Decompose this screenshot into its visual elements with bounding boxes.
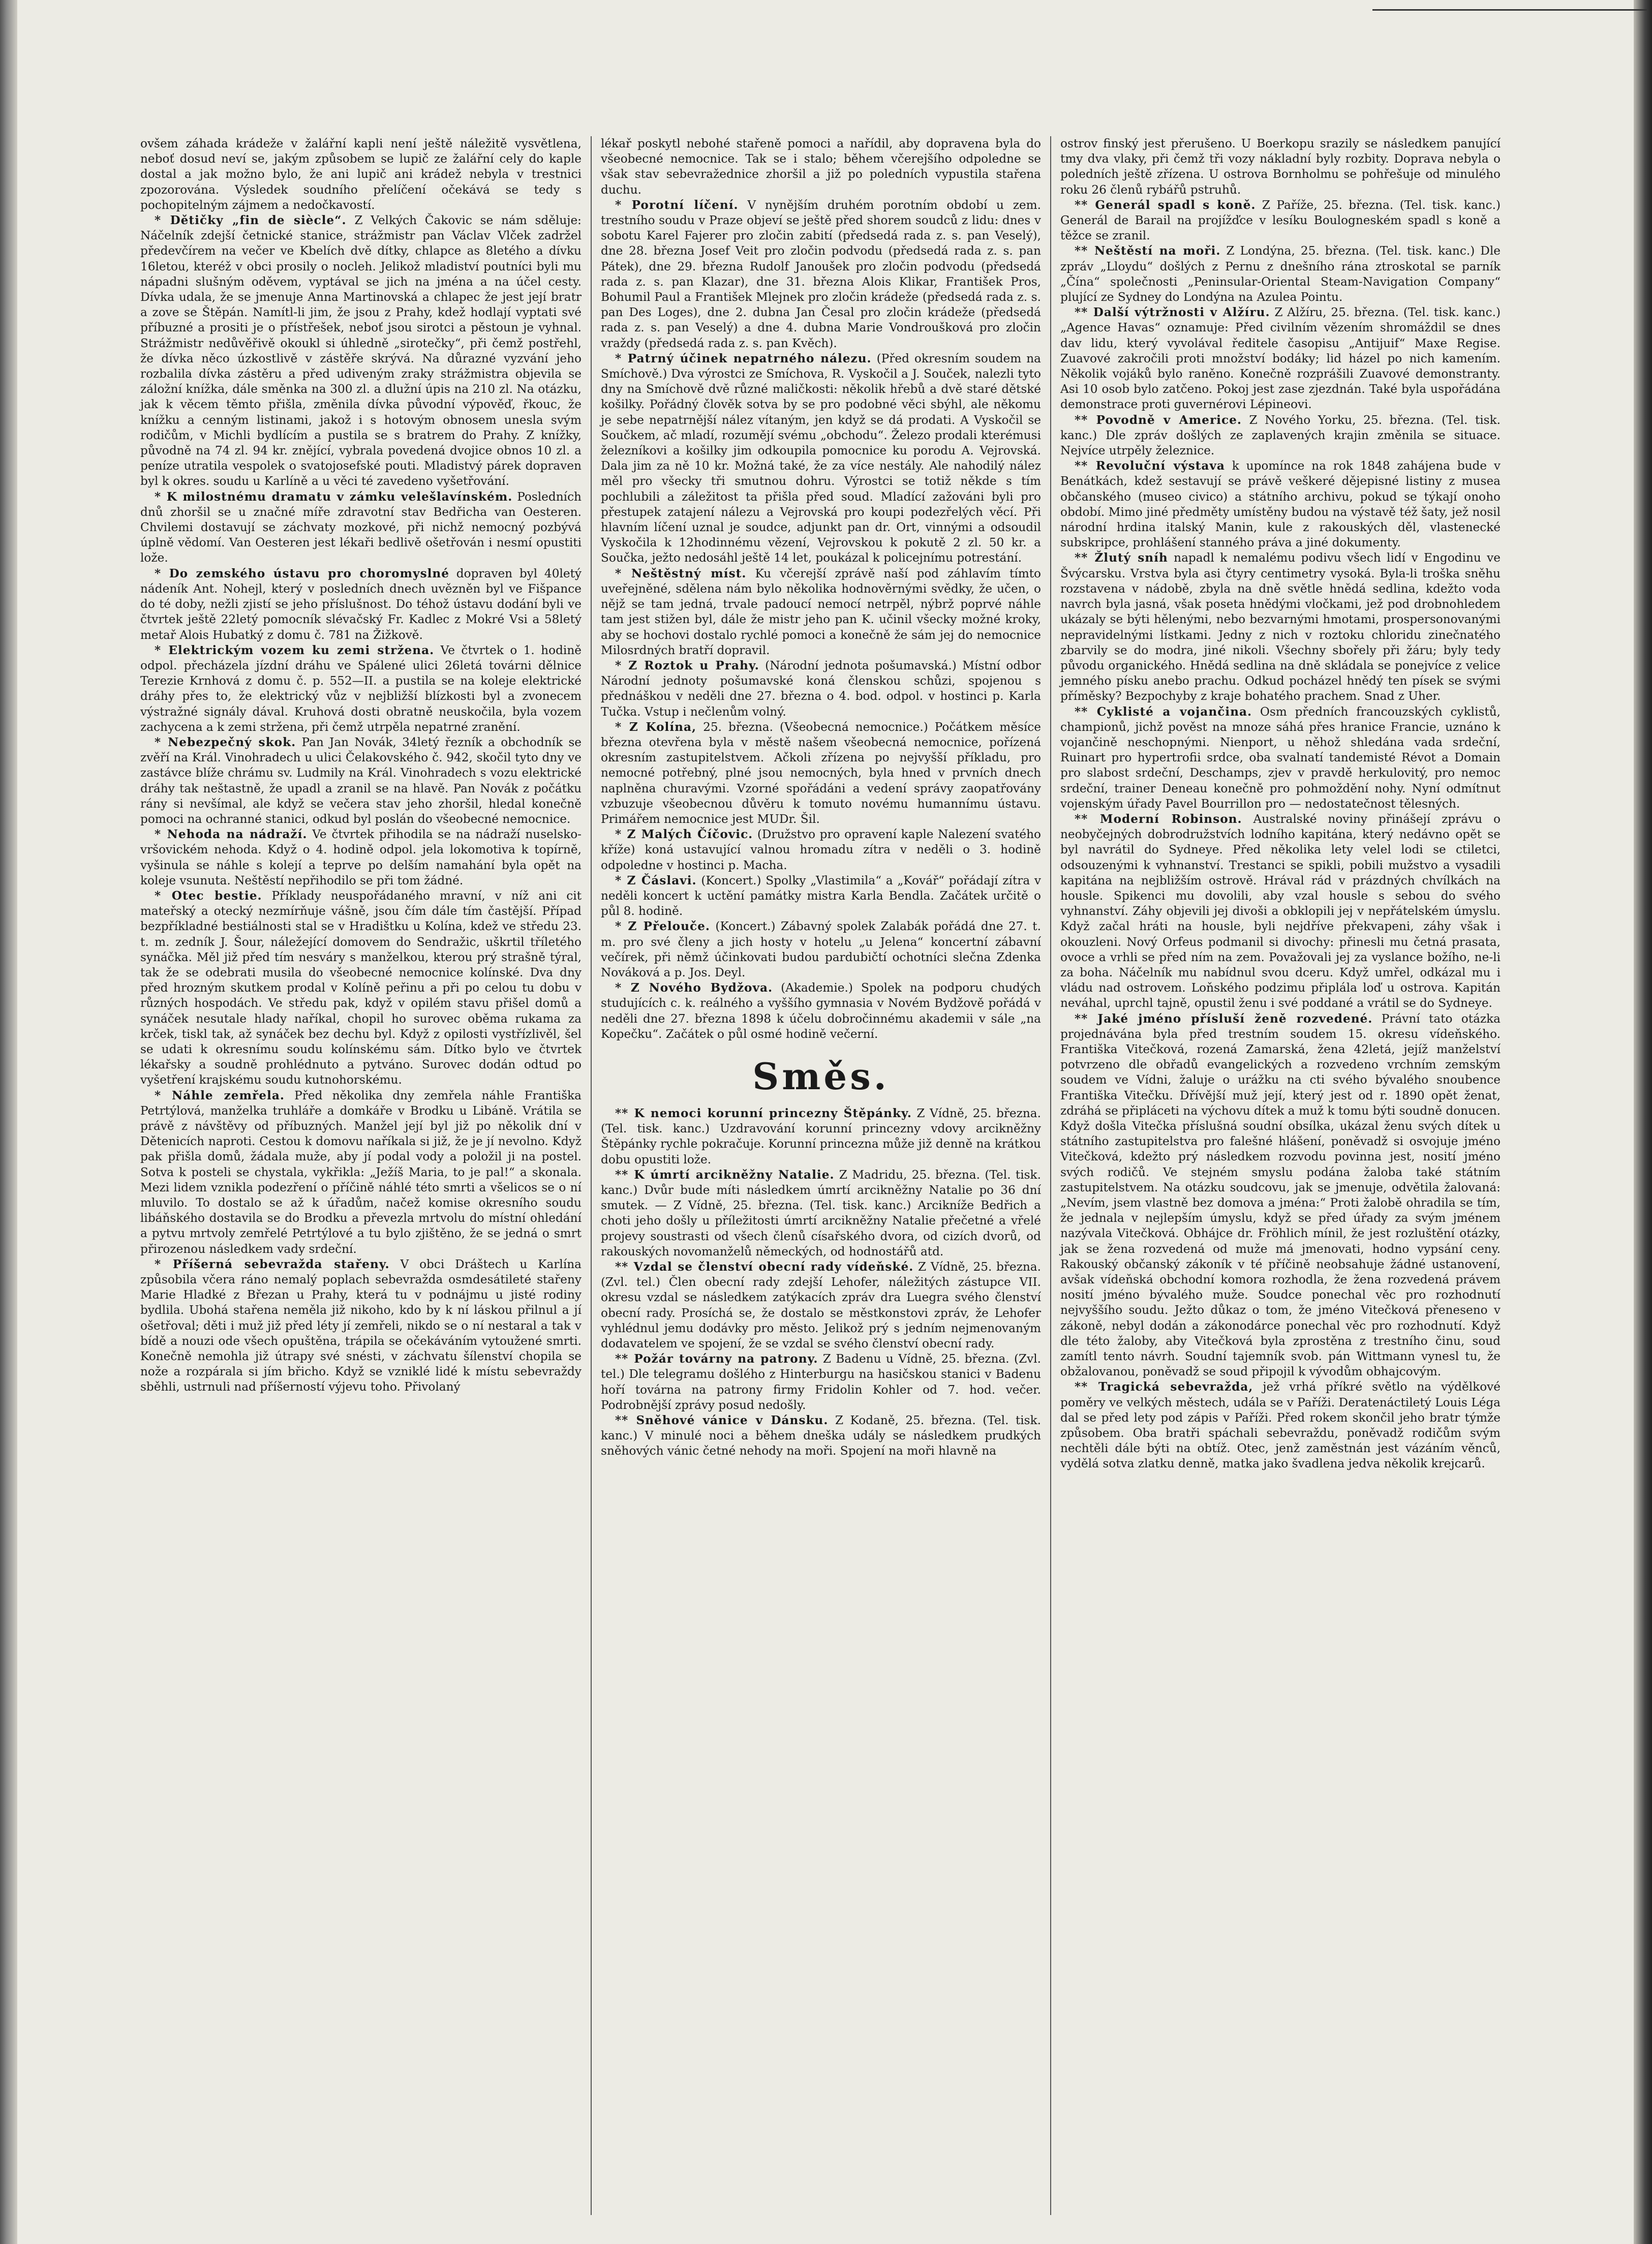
article-paragraph xyxy=(140,213,582,489)
article-paragraph xyxy=(140,1257,582,1395)
article-body: Z Kodaně, 25. března. (Tel. tisk. kanc.) V minulé noci a během dneška udály se následkem prudkých sněhových vánic četné nehody na moři. Spojení na moři hlavně na xyxy=(601,1413,1041,1458)
article-headline: ** Jaké jméno přísluší ženě rozvedené. xyxy=(1075,1011,1373,1026)
text-columns xyxy=(131,136,1510,2215)
article-paragraph xyxy=(1060,198,1501,244)
article-body: V nynějším druhém porotním období u zem. trestního soudu v Praze objeví se ještě před shorem soudců z lidu: dnes v sobotu Karel Fajerer pro zločin zabití (předsedá rada z. s. pan Veselý), dne 28. března Josef Veit pro zločin podvodu (předsedá rada z. s. pan Pátek), dne 29. března Rudolf Janoušek pro zločin podvodu (předsedá rada z. s. pan Klazar), dne 31. března Alois Klikar, František Pros, Bohumil Paul a František Mlejnek pro zločin krádeže (předsedá rada z. s. pan Des Loges), dne 2. dubna Jan Česal pro zločin krádeže (předsedá rada z. s. pan Veselý) a dne 4. dubna Marie Vondroušková pro zločin vraždy (předsedá rada z. s. pan Kvěch). xyxy=(601,198,1041,350)
article-body: Příklady neuspořádaného mravní, v níž ani cit mateřský a otecký nezmírňuje vášně, jsou čím dále tím častější. Případ bezpříkladné bestiálnosti stal se v Hradištku u Kolína, kdež ve středu 23. t. m. zedník J. Šour, náležející domovem do Sendražic, uškrtil tříletého synáčka. Měl již před tím nesváry s manželkou, kterou prý strašně týral, tak že se odebrati musila do všeobecné nemocnice kolínské. Dva dny před hrozným skutkem prodal v Kolíně peřinu a při po celou tu dobu v různých hospodách. Ve středu pak, když v opilém stavu přišel domů a synáček nesutale hlady naříkal, chopil ho surovec oběma rukama za krček, tiskl tak, až synáček bez dechu byl. Když z opilosti vystřízlivěl, šel se udati k okresnímu soudu kolínskému sám. Dítko bylo ve čtvrtek lékařsky a soudně prohlédnuto a pytváno. Surovec dodán odtud po vyšetření krajskému soudu kutnohorskému. xyxy=(140,888,582,1087)
article-body: ovšem záhada krádeže v žalářní kapli není ještě náležitě vysvětlena, neboť dosud neví se, jakým způsobem se lupič ze žalářní cely do kaple dostal a jak možno bylo, že ani lupič ani krádež nebyla v trestnici zpozorována. Výsledek soudního přelíčení očekává se tedy s pochopitelným zájmem a nedočkavostí. xyxy=(140,137,582,212)
article-body: Z Velkých Čakovic se nám sděluje: Náčelník zdejší četnické stanice, strážmistr pan Václav Vlček zadržel předevčírem na večer ve Kbelích dvě dítky, chlapce as 8letého a dívku 16letou, kteréž v obci prosily o nocleh. Jelikož mladiství poutníci byli mu nápadni slušným oděvem, vyptával se jich na jména a na účel cesty. Dívka udala, že se jmenuje Anna Martinovská a chlapec že jest její bratr a zove se Štěpán. Namítl-li jim, že jsou z Prahy, kdež hodlají vyptati své příbuzné a prositi je o přístřešek, neboť jsou sirotci a pěstoun je vyhnal. Strážmistr nedůvěřivě okoukl si úhledně „sirotečky“, při čemž postřehl, že dívka něco úzkostlivě v zástěře skrývá. Na důrazné vyzvání jeho rozbalila dívka zástěru a před udiveným zraky strážmistra objevila se záložní knížka, dále směnka na 300 zl. a dlužní úpis na 210 zl. Na otázku, jak k věcem těmto přišla, změnila dívka původní výpověď, řkouc, že knížku a cenným listinami, jakož i s hotovým obnosem unesla svým rodičům, v Michli bydlícím a pustila se s bratrem do Prahy. Z knížky, původně na 74 zl. 94 kr. znějící, vybrala povedená dvojice obnos 10 zl. a peníze utratila vespolek o svatojosefské pouti. Mladistvý párek dopraven byl k okres. soudu u Karlíně a u věci té zavedeno vyšetřování. xyxy=(140,213,582,488)
article-body: Ve čtvrtek přihodila se na nádraží nuselsko-vršovickém nehoda. Když o 4. hodině odpol. jela lokomotiva k topírně, vyšinula se náhle s kolejí a teprve po delším namahání byla opět na koleje vsunuta. Neštěstí nepřihodilo se při tom žádné. xyxy=(140,827,582,887)
column-1 xyxy=(131,136,591,2215)
article-headline: ** Sněhové vánice v Dánsku. xyxy=(615,1413,829,1428)
article-paragraph xyxy=(601,1351,1041,1413)
article-headline: ** Neštěstí na moři. xyxy=(1075,244,1221,258)
article-body: jež vrhá příkré světlo na výdělkové poměry ve velkých městech, udála se v Paříži. Deratenáctiletý Louis Léga dal se před lety pod zápis v Paříži. Před rokem skončil jeho bratr týmže způsobem. Oba bratři spáchali sebevraždu, poněvadž rodičům svým nechtěli dále býti na obtíž. Otec, jenž zaměstnán jest vázáním věnců, vydělá sotva zlatku denně, matka jako švadlena jedva několik krejcarů. xyxy=(1060,1380,1501,1471)
article-body: (Před okresním soudem na Smíchově.) Dva výrostci ze Smíchova, R. Vyskočil a J. Souček, nalezli tyto dny na Smíchově dvě různé maličkosti: několik hřebů a dvě staré dětské košilky. Pořádný člověk sotva by se pro podobné věci sbýhl, ale někomu je sebe nepatrnější nález vítaným, jen když se dá prodati. A Vyskočil se Součkem, ač mladí, rozumějí svému „obchodu“. Železo prodali kterémusi železníkovi a košilky jim odkoupila pomocnice ku porodu A. Vejrovská. Dala jim za ně 10 kr. Možná také, že za více nestály. Ale nahodilý nález měl pro všecky tři smutnou dohru. Výrostci se totiž někde s tím pochlubili a záležitost ta přišla před soud. Mladící zažováni byli pro přestupek zatajení nálezu a Vejrovská pro koupi podezřelých věcí. Při hlavním líčení uznal je soudce, adjunkt pan dr. Ort, vinnými a odsoudil Vyskočila k 12hodinnému vězení, Vejrovskou k pokutě 2 zl. 50 kr. a Součka, ježto nedosáhl ještě 14 let, poukázal k policejnímu potrestání. xyxy=(601,351,1041,565)
article-headline: * Z Čáslavi. xyxy=(615,873,697,887)
article-paragraph xyxy=(1060,136,1501,198)
article-body: Z Londýna, 25. března. (Tel. tisk. kanc.) Dle zpráv „Lloydu“ došlých z Pernu z dnešního rána ztroskotal se parník „Čína“ společnosti „Peninsular-Oriental Steam-Navigation Company“ plující ze Sydney do Londýna na Azulea Pointu. xyxy=(1060,244,1501,304)
article-headline: * Otec bestie. xyxy=(155,888,262,903)
article-body: Z Vídně, 25. března. (Tel. tisk. kanc.) Uzdravování korunní princezny vdovy arcikněžny Štěpánky rychle pokračuje. Korunní princezna může již denně na krátkou dobu opustiti lože. xyxy=(601,1106,1041,1166)
article-body: (Družstvo pro opravení kaple Nalezení svatého kříže) koná ustavující valnou hromadu zítra v neděli o 3. hodině odpoledne v hostinci p. Macha. xyxy=(601,827,1041,872)
article-body: (Koncert.) Spolky „Vlastimila“ a „Kovář“ pořádají zítra v neděli koncert k uctění památky mistra Karla Bendla. Začátek určitě o půl 8. hodině. xyxy=(601,873,1041,918)
article-body: (Národní jednota pošumavská.) Místní odbor Národní jednoty pošumavské koná členskou schůzi, spojenou s přednáškou v neděli dne 27. března o 4. bod. odpol. v hostinci p. Karla Tučka. Vstup i nečlenům volný. xyxy=(601,658,1041,719)
article-paragraph xyxy=(1060,413,1501,459)
article-body: Pan Jan Novák, 34letý řezník a obchodník se zvěří na Král. Vinohradech u ulici Čelakovského č. 942, skočil tyto dny ve zastávce blíže chrámu sv. Ludmily na Král. Vinohradech s vozu elektrické dráhy tak neštastně, že upadl a zranil se na hlavě. Pan Novák z počátku rány si nevšímal, ale když se večera stav jeho zhoršil, hledal konečně pomoci na ochranné stanici, odkud byl poslán do všeobecné nemocnice. xyxy=(140,735,582,826)
article-paragraph xyxy=(140,566,582,643)
scan-edge-left xyxy=(0,0,17,2244)
article-paragraph xyxy=(601,720,1041,827)
article-body: Ku včerejší zprávě naší pod záhlavím tímto uveřejněné, sdělena nám bylo několika hodnověrnými svědky, že učen, o nějž se tam jedná, trvale padoucí nemocí netrpěl, nýbrž poprvé náhle tam jest stižen byl, dále že mistr jeho pan K. učinil všecky možné kroky, aby se hochovi dostalo rychlé pomoci a konečně že sám jej do nemocnice Milosrdných bratří dopravil. xyxy=(601,566,1042,657)
article-body: (Akademie.) Spolek na podporu chudých studujících c. k. reálného a vyššího gymnasia v Novém Bydžově pořádá v neděli dne 27. března 1898 k účelu dobročinnému akademii v sále „na Kopečku“. Začátek o půl osmé hodině večerní. xyxy=(601,981,1041,1041)
article-headline: * Do zemského ústavu pro choromyslné xyxy=(155,566,450,580)
article-paragraph xyxy=(1060,1379,1501,1471)
article-paragraph xyxy=(140,827,582,888)
article-headline: ** Požár továrny na patrony. xyxy=(615,1352,818,1366)
article-headline: ** Další výtržnosti v Alžíru. xyxy=(1075,305,1270,320)
article-paragraph xyxy=(140,136,582,213)
article-headline: ** Povodně v Americe. xyxy=(1075,413,1242,427)
article-headline: * Z Kolína, xyxy=(615,720,697,734)
article-headline: * Neštěstný míst. xyxy=(615,566,747,580)
article-body: dopraven byl 40letý nádeník Ant. Nohejl, který v posledních dnech uvězněn byl ve Fišpance do té doby, nežli zjistí se jeho příslušnost. Do téhož ústavu dodání byli ve čtvrtek ještě 22letý pomocník slévačský Fr. Kadlec z Mokré Vsi a 58letý metař Alois Hubatký z domu č. 781 na Žižkově. xyxy=(140,566,582,642)
article-headline: ** Cyklisté a vojančina. xyxy=(1075,704,1252,719)
article-paragraph xyxy=(601,136,1041,198)
article-headline: * Příšerná sebevražda stařeny. xyxy=(155,1257,390,1271)
article-paragraph xyxy=(601,1413,1041,1459)
article-headline: * Elektrickým vozem ku zemi stržena. xyxy=(155,643,435,657)
article-headline: ** Vzdal se členství obecní rady vídeňské. xyxy=(615,1260,914,1274)
article-headline: ** Generál spadl s koně. xyxy=(1075,198,1256,212)
article-headline: * Dětičky „fin de siècle“. xyxy=(155,213,347,228)
article-body: V obci Dráštech u Karlína způsobila včera ráno nemalý poplach sebevražda osmdesátileté stařeny Marie Hladké z Březan u Prahy, která tu v podnájmu u jisté rodiny bydlila. Ubohá stařena neměla již nikoho, kdo by k ní láskou přilnul a jí ošetřoval; děti i muž již před léty jí zemřeli, nikdo se o ní nestaral a tak v bídě a nouzi ode všech opuštěna, trápila se očekáváním vytoužené smrti. Konečně nemohla již útrapy své snésti, v záchvatu šílenství chopila se nože a rozpárala si jím břicho. Když se vzniklé lidé k místu sebevraždy sběhli, ustrnuli nad příšerností výjevu toho. Přivolaný xyxy=(140,1257,582,1394)
column-3 xyxy=(1050,136,1510,2215)
article-paragraph xyxy=(601,566,1041,658)
article-body: Právní tato otázka projednávána byla před trestním soudem 15. okresu vídeňského. Františka Vitečková, rozená Zamarská, žena 42letá, jejíž manželství potvrzeno dle obřadů evangelických a rozvedeno vrchním zemským soudem ve Vídni, žaluje o urážku na cti svého bývalého snoubence Františka Vitečku. Dřívější muž její, který jest od r. 1890 opět ženat, zdráhá se připláceti na výchovu dítek a muž k tomu býti soudně donucen. Když došla Vitečka příslušná soudní obsílka, ukázal ženu svých dítek u státního zastupitelstva pro falešné hlášení, poněvadž si osvojuje jméno Vitečková, kdežto prý následkem rozvodu povinna jest, nosití jméno svých rodičů. Ve stejném smyslu podána žaloba také státním zastupitelstvem. Na otázku soudcovu, jak se jmenuje, odvětila žalovaná: „Nevím, jsem vlastně bez domova a jména:“ Proti žalobě ohradila se tím, že jednala v nejlepším úmyslu, když se před úřady za svým jménem nazývala Vitečková. Obhájce dr. Fröhlich mínil, že jest rozluštění otázky, jak se žena rozvedená od muže má jmenovati, hodno vypsání ceny. Rakouský občanský zákoník v té příčině neobsahuje žádné ustanovení, avšak vídeňská obchodní komora rozhodla, že žena rozvedená právem nosití jméno bývalého muže. Soudce ponechal věc pro rozhodnutí nejvyššího soudu. Ježto důkaz o tom, že jméno Vitečková přeneseno v zákoně, nebyl dodán a zákonodárce ponechal věc pro rozhodnutí. Když dle této žaloby, aby Vitečková byla zprostěna z trestního činu, soud zamítl tento návrh. Soudní tajemník svob. pán Wittmann vynesl tu, že obžalovanou, poněvadž se soud připojil k vývodům obhajcovým. xyxy=(1060,1011,1501,1379)
article-body: ostrov finský jest přerušeno. U Boerkopu srazily se následkem panující tmy dva vlaky, při čemž tři vozy nákladní byly rozbity. Doprava nebyla o poledních ještě zřízena. U ostrova Bornholmu se pohřešuje od minulého roku 26 členů rybářů pstruhů. xyxy=(1060,137,1501,197)
article-headline: * Patrný účinek nepatrného nálezu. xyxy=(615,351,872,365)
article-paragraph xyxy=(601,827,1041,873)
article-headline: ** Moderní Robinson. xyxy=(1075,812,1242,826)
article-paragraph xyxy=(1060,1011,1501,1380)
article-paragraph xyxy=(1060,812,1501,1011)
article-headline: * Nehoda na nádraží. xyxy=(155,827,308,842)
article-headline: * Z Roztok u Prahy. xyxy=(615,658,759,672)
article-paragraph xyxy=(601,980,1041,1042)
article-body: Ve čtvrtek o 1. hodině odpol. přecházela jízdní dráhu ve Spálené ulici 26letá továrni dělnice Terezie Krnhová z domu č. p. 552—II. a pustila se na koleje elektrické dráhy přes to, že elektrický vůz v nejbližší blízkosti byl a zvonecem výstražné signály dával. Kruhová dosti obratně neuskočila, byla vozem zachycena a k zemi stržena, při čemž utrpěla nepatrné zranění. xyxy=(140,643,582,734)
article-headline: ** Tragická sebevražda, xyxy=(1075,1380,1253,1394)
top-rule xyxy=(1372,9,1647,11)
article-headline: * Porotní líčení. xyxy=(615,198,739,212)
article-headline: * Z Malých Číčovic. xyxy=(615,827,753,842)
article-paragraph xyxy=(140,489,582,566)
article-body: Z Vídně, 25. března. (Zvl. tel.) Člen obecní rady zdejší Lehofer, náležitých zástupce VII. okresu vzdal se následkem zatýkacích zpráv dra Luegra svého členství obecní rady. Prosíchá se, že dostalo se městkonstovi zpráv, že Lehofer vyhlédnul jemu dodávky pro město. Jelikož prý s jedním nejmenovaným dodavatelem ve spojení, že se vzdal se svého členství obecní rady. xyxy=(601,1260,1041,1351)
article-headline: * Z Nového Bydžova. xyxy=(615,981,773,995)
article-paragraph xyxy=(1060,704,1501,812)
article-body: Osm předních francouzských cyklistů, championů, jichž pověst na mnoze sáhá přes hranice Francie, uznáno k vojančině neschopnými. Nienport, u něhož shledána vada srdeční, Ruinart pro hypertrofii srdce, oba svalnatí tandemisté Révot a Domain pro slabost srdeční, Deschamps, zjev v pravdě herkulovitý, pro nemoc srdeční, trainer Deneau konečně pro pohmoždění nohy. Nyní odmítnut vojenským úřady Pavel Bourrillon pro — nedostatečnost tělesných. xyxy=(1060,704,1501,811)
article-paragraph xyxy=(140,1088,582,1257)
article-paragraph xyxy=(601,919,1041,980)
article-paragraph xyxy=(601,658,1041,720)
article-headline: * Nebezpečný skok. xyxy=(155,735,296,749)
article-paragraph xyxy=(601,1259,1041,1351)
article-headline: ** Revoluční výstava xyxy=(1075,459,1225,473)
article-paragraph xyxy=(1060,243,1501,305)
article-body: Z Madridu, 25. března. (Tel. tisk. kanc.) Dvůr bude míti následkem úmrtí arcikněžny Natalie po 36 dní smutek. — Z Vídně, 25. března. (Tel. tisk. kanc.) Arcikníže Bedřich a choti jeho došly u příležitosti úmrtí arcikněžny Natalie přečetné a vřelé projevy soustrasti od všech členů císařského dvora, od cizích dvorů, od rakouských novomanželů německých, od hodnostářů atd. xyxy=(601,1167,1041,1258)
article-body: (Koncert.) Zábavný spolek Zalabák pořádá dne 27. t. m. pro své členy a jich hosty v hotelu „u Jelena“ koncertní zábavní večírek, při němž účinkovati budou pardubičtí ochotníci slečna Zdenka Nováková a p. Jos. Deyl. xyxy=(601,919,1041,979)
article-headline: * Náhle zemřela. xyxy=(155,1088,285,1102)
article-body: Před několika dny zemřela náhle Františka Petrtýlová, manželka truhláře a domkáře v Brodku u Libáně. Vrátila se právě z návštěvy od příbuzných. Manžel její byl již po několik dní v Dětenicích naproti. Cestou k domovu naříkala si již, že je jí nevolno. Když pak přišla domů, žádala muže, aby jí podal vody a položil ji na postel. Sotva k posteli se chystala, vykřikla: „Ježíš Maria, to je pal!“ a skonala. Mezi lidem vznikla podezření o příčině náhlé této smrti a všelicos se o ní mluvilo. To dostalo se až k úřadům, načež komise okresního soudu libáňského dostavila se do Brodku a převezla mrtvolu do místní ohledání a pytvu mrtvoly zemřelé Petrtýlové a tu bylo zjištěno, že se jedná o smrt přirozenou následkem vady srdeční. xyxy=(140,1088,582,1256)
article-paragraph xyxy=(1060,458,1501,550)
article-paragraph xyxy=(140,643,582,735)
article-body: 25. března. (Všeobecná nemocnice.) Počátkem měsíce března otevřena byla v městě našem všeobecná nemocnice, pořízená okresním zastupitelstvem. Ačkoli zřízena po nejvyšší příkladu, pro nemocné potřebný, plné jsou nemocných, byla hned v prvních dnech naplněna churavými. Vzorné spořádáni a vedení správy zaopatřovány vzbuzuje všeobecnou důvěru k tomuto novému humannímu ústavu. Primářem nemocnice jest MUDr. Šil. xyxy=(601,720,1041,826)
article-body: Posledních dnů zhoršil se u značné míře zdravotní stav Bedřicha van Oesteren. Chvilemi dostavují se záchvaty mozkové, při nichž nemocný pozbývá úplně vědomí. Van Oesteren jest lékaři bedlivě ošetřován i nesmí opustiti lože. xyxy=(140,489,582,565)
article-body: Z Nového Yorku, 25. března. (Tel. tisk. kanc.) Dle zpráv došlých ze zaplavených krajin změnila se situace. Nejvíce utrpěly železnice. xyxy=(1060,413,1501,458)
article-paragraph xyxy=(601,1167,1041,1259)
article-paragraph xyxy=(601,351,1041,566)
section-heading: Směs. xyxy=(752,1054,890,1098)
article-paragraph xyxy=(601,1106,1041,1167)
article-paragraph xyxy=(1060,305,1501,412)
article-headline: ** K nemoci korunní princezny Štěpánky. xyxy=(615,1106,912,1120)
article-headline: * Z Přelouče. xyxy=(615,919,710,934)
article-body: k upomínce na rok 1848 zahájena bude v Benátkách, kdež sestavují se právě veškeré dějepisné listiny z musea občanského (museo civico) a státního archivu, pokud se týkají onoho období. Mimo jiné předměty umístěny budou na výstavě též šaty, jež nosil národní hrdina italský Manin, kule z rakouských děl, vlastenecké subskripce, prohlášení stanného práva a jiné dokumenty. xyxy=(1060,459,1501,550)
scan-edge-right xyxy=(1634,0,1652,2244)
article-headline: ** Žlutý sníh xyxy=(1075,551,1168,565)
article-paragraph xyxy=(1060,550,1501,704)
article-body: Australské noviny přinášejí zprávu o neobyčejných dobrodružstvích lodního kapitána, který nedávno opět se byl navrátil do Sydneye. Před několika lety velel lodi se ctiletci, odsouzenými k vyhnanství. Trestanci se spikli, pobili mužstvo a vysadili kapitána na nejbližším ostrově. Hrával rád v prázdných chvílkách na housle. Spikenci mu dovolili, aby vzal housle s sebou do svého vyhnanství. Záhy objevili jej divoši a obklopili jej v nepřátelském úmyslu. Když začal hráti na housle, byli nejdříve překvapeni, záhy však i okouzleni. Nový Orfeus podmanil si divochy: přinesli mu četná prasata, ovoce a vrhli se před ním na zem. Považovali jej za vyslance božího, ne-li za boha. Náčelník mu nabídnul svou dceru. Když umřel, odkázal mu i vládu nad ostrovem. Loňského podzimu připlála loď u ostrova. Kapitán neváhal, uprchl tajně, opustil ženu i své poddané a vrátil se do Sydneye. xyxy=(1060,812,1501,1010)
article-paragraph xyxy=(601,873,1041,919)
article-paragraph xyxy=(140,735,582,827)
article-headline: ** K úmrtí arcikněžny Natalie. xyxy=(615,1167,835,1182)
article-headline: * K milostnému dramatu v zámku velešlavínském. xyxy=(155,489,513,504)
article-paragraph xyxy=(140,888,582,1088)
article-body: Z Paříže, 25. března. (Tel. tisk. kanc.) Generál de Barail na projížďce v lesíku Boulogneském spadl s koně a těžce se zranil. xyxy=(1060,198,1501,243)
article-body: napadl k nemalému podivu všech lidí v Engodinu ve Švýcarsku. Vrstva byla asi čtyry centimetry vysoká. Byla-li troška sněhu rozstavena v nádobě, zbyla na dně světle hnědá sedlina, kdežto voda navrch byla jasná, však poseta hnědými vločkami, jež pod drobnohledem ukázaly se býti hělenými, nebo bezvarnými hmotami, prospersonovanými nepravidelnými lístkami. Jedny z nich v roztoku chloridu zinečnatého zbarvily se do modra, jiné nikoli. Všechny sbořely při žáru; byly tedy původu organického. Hnědá sedlina na dně skládala se ponejvíce z velice jemného písku anebo prachu. Odkud pocházel hnědý ten písek se svými příměsky? Bezpochyby z kraje bohatého prachem. Snad z Uher. xyxy=(1060,551,1501,703)
article-body: Z Alžíru, 25. března. (Tel. tisk. kanc.) „Agence Havas“ oznamuje: Před civilním vězením shromáždil se dnes dav lidu, který vyvolával ředitele časopisu „Antijuif“ Maxe Regise. Zuavové zakročili proti množství bodáky; lid házel po nich kamením. Několik vojáků bylo raněno. Konečně rozprášili Zuavové demonstranty. Asi 10 osob bylo zatčeno. Pokoj jest zase zjezdnán. Také byla uspořádána demonstrace proti guvernérovi Lépineovi. xyxy=(1060,305,1501,412)
column-2 xyxy=(591,136,1050,2215)
article-body: Z Badenu u Vídně, 25. března. (Zvl. tel.) Dle telegramu došlého z Hinterburgu na hasičskou stanici v Badenu hoří továrna na patrony firmy Fridolin Kohler od 7. hod. večer. Podrobnější zprávy posud nedošly. xyxy=(601,1352,1041,1412)
article-paragraph xyxy=(601,198,1041,351)
article-body: lékař poskytl nebohé stařeně pomoci a nařídil, aby dopravena byla do všeobecné nemocnice. Tak se i stalo; během včerejšího odpoledne se však stav sebevražednice zhoršil a již po poledních vypustila stařena duchu. xyxy=(601,137,1041,197)
